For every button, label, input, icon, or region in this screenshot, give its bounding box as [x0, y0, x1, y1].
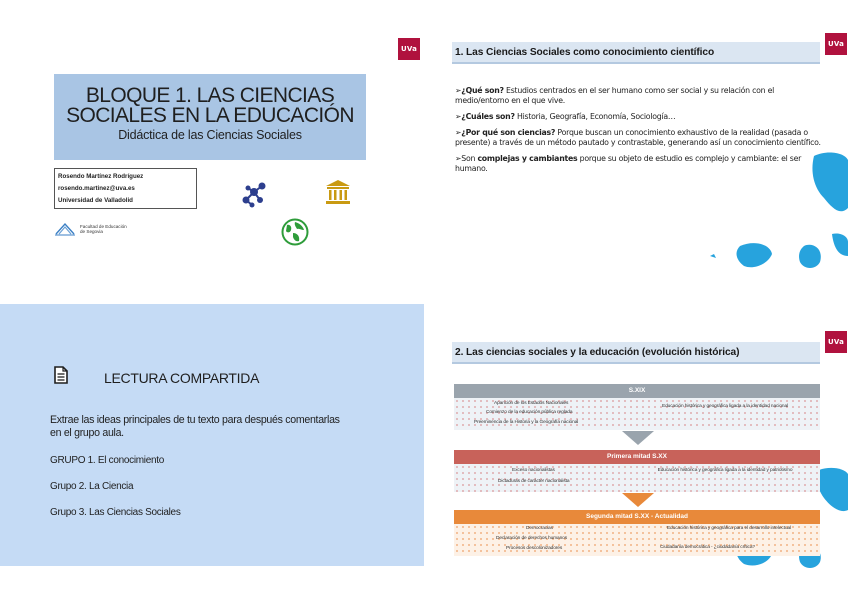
- period-item: Declaración de derechos humanos: [496, 536, 568, 541]
- section-header: [452, 342, 820, 364]
- faculty-line-2: de Segovia: [80, 229, 103, 234]
- period-item: Preeminencia de la Historia y la Geografía nacional: [474, 420, 579, 425]
- period-item: Dictaduras de carácter nacionalista: [498, 479, 570, 484]
- author-name: Rosendo Martínez Rodríguez: [58, 173, 144, 180]
- section-heading: 1. Las Ciencias Sociales como conocimiento científico: [455, 47, 715, 58]
- group-item-2: Grupo 2. La Ciencia: [50, 481, 134, 492]
- slide-title: [0, 28, 424, 260]
- period-panel-1: [454, 398, 820, 430]
- period-item: Comienzo de la educación pública reglada: [486, 410, 573, 415]
- title-line-1: BLOQUE 1. LAS CIENCIAS: [85, 84, 335, 107]
- group-item-3: Grupo 3. Las Ciencias Sociales: [50, 507, 181, 518]
- author-box: [54, 168, 197, 209]
- period-panel-3: [454, 524, 820, 556]
- globe-icon: [281, 218, 309, 246]
- bullet-item: ➢¿Cuáles son? Historia, Geografía, Economía, Sociología…: [455, 112, 676, 121]
- slide-historical-evolution: [424, 330, 848, 578]
- uva-logo-badge: UVa: [398, 38, 420, 60]
- period-header-1: S.XIX: [454, 384, 820, 398]
- slide-social-sciences: [424, 28, 848, 278]
- period-item: Aparición de los Estados Nacionales: [494, 401, 569, 406]
- slide-shared-reading: [0, 304, 424, 566]
- museum-building-icon: [324, 178, 352, 206]
- period-header-2: Primera mitad S.XX: [454, 450, 820, 464]
- period-item: Educación histórica y geográfica para el desarrollo intelectual: [666, 526, 792, 531]
- period-item: Exceso nacionalistas: [512, 468, 555, 473]
- uva-logo-badge: UVa: [825, 33, 847, 55]
- period-item: Ciudadanía democrática - ¿ciudadanía crítica?: [660, 545, 755, 550]
- author-university: Universidad de Valladolid: [58, 197, 133, 204]
- author-email: rosendo.martinez@uva.es: [58, 185, 135, 192]
- period-item: Educación histórica y geográfica ligada a la identidad y patriotismo: [657, 468, 793, 473]
- reading-instruction: Extrae las ideas principales de tu texto para después comentarlas en el grupo aula.: [50, 414, 340, 439]
- faculty-logo: [54, 222, 127, 236]
- title-box: [54, 74, 366, 160]
- period-item: Educación histórica y geográfica ligada a la identidad nacional: [662, 404, 788, 409]
- world-map-decor: [654, 138, 848, 278]
- group-item-1: GRUPO 1. El conocimiento: [50, 455, 164, 466]
- reading-title: LECTURA COMPARTIDA: [104, 370, 260, 386]
- document-icon: [54, 366, 68, 384]
- timeline-arrow: [622, 493, 654, 507]
- timeline-arrow: [622, 431, 654, 445]
- uva-logo-badge: UVa: [825, 331, 847, 353]
- faculty-line-1: Facultad de Educación: [80, 224, 127, 229]
- section-header: [452, 42, 820, 64]
- bullet-item: ➢¿Por qué son ciencias? Porque buscan un conocimiento exhaustivo de la realidad (pasada o presente) a través de un método pautado y contrastable, generando así un conocimiento científico.: [455, 128, 821, 147]
- period-item: Democracias: [526, 526, 553, 531]
- network-molecule-icon: [238, 178, 270, 210]
- section-heading: 2. Las ciencias sociales y la educación (evolución histórica): [455, 347, 740, 358]
- period-item: Procesos descolonizadores: [506, 546, 563, 551]
- period-panel-2: [454, 464, 820, 492]
- period-header-3: Segunda mitad S.XX - Actualidad: [454, 510, 820, 524]
- bullet-item: ➢¿Qué son? Estudios centrados en el ser humano como ser social y su relación con el medio/entorno en el que vive.: [455, 86, 775, 105]
- faculty-emblem-icon: [54, 222, 76, 236]
- bullet-item: ➢Son complejas y cambiantes porque su objeto de estudio es complejo y cambiante: el ser humano.: [455, 154, 802, 173]
- subtitle: Didáctica de las Ciencias Sociales: [118, 128, 302, 142]
- title-line-2: SOCIALES EN LA EDUCACIÓN: [66, 104, 354, 127]
